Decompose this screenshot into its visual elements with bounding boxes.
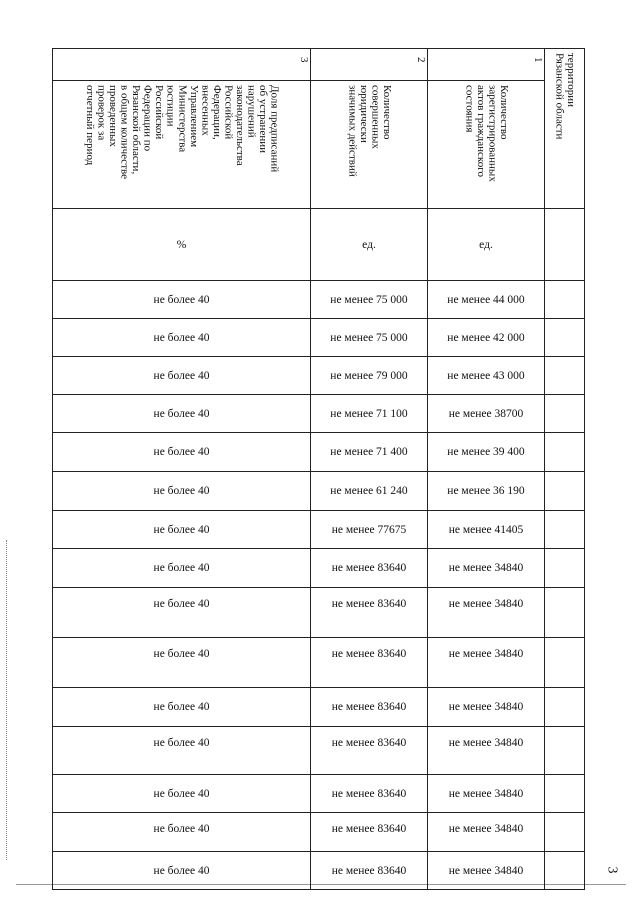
share-cell: не более 40 bbox=[53, 395, 311, 433]
legal-actions-cell: не менее 83640 bbox=[311, 549, 428, 588]
col1-header-text: Количество зарегистрированных актов гражданского состояния bbox=[463, 85, 511, 182]
territory-cell bbox=[545, 549, 585, 588]
table-row bbox=[53, 395, 585, 433]
page-number: 3 bbox=[604, 866, 620, 874]
col2-header-text: Количество совершенных юридически значимых действий bbox=[346, 85, 394, 177]
table-row bbox=[53, 638, 585, 688]
units-row bbox=[53, 209, 585, 281]
civil-acts-cell: не менее 34840 bbox=[428, 852, 545, 890]
territory-cell bbox=[545, 357, 585, 395]
civil-acts-cell: не менее 34840 bbox=[428, 638, 545, 688]
share-cell: не более 40 bbox=[53, 549, 311, 588]
territory-cell bbox=[545, 588, 585, 638]
table-row bbox=[53, 472, 585, 511]
civil-acts-cell: не менее 34840 bbox=[428, 727, 545, 775]
share-cell: не более 40 bbox=[53, 319, 311, 357]
civil-acts-cell: не менее 34840 bbox=[428, 813, 545, 852]
unit-percent: % bbox=[53, 209, 311, 281]
territory-cell bbox=[545, 511, 585, 549]
civil-acts-cell: не менее 41405 bbox=[428, 511, 545, 549]
civil-acts-cell: не менее 34840 bbox=[428, 775, 545, 813]
col0-header-cell bbox=[545, 49, 585, 209]
territory-cell bbox=[545, 472, 585, 511]
legal-actions-cell: не менее 61 240 bbox=[311, 472, 428, 511]
share-cell: не более 40 bbox=[53, 813, 311, 852]
share-cell: не более 40 bbox=[53, 688, 311, 727]
col3-number: 3 bbox=[298, 57, 310, 63]
share-cell: не более 40 bbox=[53, 511, 311, 549]
civil-acts-cell: не менее 44 000 bbox=[428, 281, 545, 319]
col2-number: 2 bbox=[415, 57, 427, 63]
legal-actions-cell: не менее 83640 bbox=[311, 813, 428, 852]
table-row bbox=[53, 688, 585, 727]
share-cell: не более 40 bbox=[53, 588, 311, 638]
legal-actions-cell: не менее 83640 bbox=[311, 588, 428, 638]
civil-acts-cell: не менее 34840 bbox=[428, 688, 545, 727]
civil-acts-cell: не менее 34840 bbox=[428, 549, 545, 588]
legal-actions-cell: не менее 71 100 bbox=[311, 395, 428, 433]
legal-actions-cell: не менее 83640 bbox=[311, 688, 428, 727]
column-number-row bbox=[53, 49, 585, 81]
civil-acts-cell: не менее 36 190 bbox=[428, 472, 545, 511]
table-row bbox=[53, 433, 585, 472]
civil-acts-cell: не менее 34840 bbox=[428, 588, 545, 638]
indicators-table bbox=[52, 48, 585, 890]
legal-actions-cell: не менее 79 000 bbox=[311, 357, 428, 395]
civil-acts-cell: не менее 38700 bbox=[428, 395, 545, 433]
table-row bbox=[53, 549, 585, 588]
unit-empty bbox=[545, 209, 585, 281]
table-row bbox=[53, 319, 585, 357]
civil-acts-cell: не менее 39 400 bbox=[428, 433, 545, 472]
col2-header-cell bbox=[311, 81, 428, 209]
territory-cell bbox=[545, 319, 585, 357]
share-cell: не более 40 bbox=[53, 638, 311, 688]
territory-cell bbox=[545, 813, 585, 852]
share-cell: не более 40 bbox=[53, 775, 311, 813]
territory-cell bbox=[545, 395, 585, 433]
territory-cell bbox=[545, 727, 585, 775]
col3-header-text: Доля предписаний об устранении нарушений законодательства Российской Федерации, внесенных Управлением Министерства юстиции Российской Федерации по Рязанской области, в общем количестве проведенных проверок за отчетный период bbox=[83, 85, 281, 180]
col3-number-cell bbox=[53, 49, 311, 81]
territory-cell bbox=[545, 688, 585, 727]
col3-header-cell bbox=[53, 81, 311, 209]
table-row bbox=[53, 588, 585, 638]
table-row bbox=[53, 281, 585, 319]
unit-count-1: ед. bbox=[428, 209, 545, 281]
col1-number-cell bbox=[428, 49, 545, 81]
legal-actions-cell: не менее 71 400 bbox=[311, 433, 428, 472]
territory-cell bbox=[545, 433, 585, 472]
unit-count-2: ед. bbox=[311, 209, 428, 281]
col2-number-cell bbox=[311, 49, 428, 81]
share-cell: не более 40 bbox=[53, 852, 311, 890]
header-row bbox=[53, 81, 585, 209]
col1-number: 1 bbox=[532, 57, 544, 63]
territory-cell bbox=[545, 638, 585, 688]
col0-header-text: территории Рязанской области bbox=[553, 53, 578, 140]
table-row bbox=[53, 727, 585, 775]
legal-actions-cell: не менее 83640 bbox=[311, 775, 428, 813]
scan-margin-dots bbox=[6, 540, 8, 860]
legal-actions-cell: не менее 75 000 bbox=[311, 319, 428, 357]
table-row bbox=[53, 357, 585, 395]
legal-actions-cell: не менее 83640 bbox=[311, 638, 428, 688]
legal-actions-cell: не менее 83640 bbox=[311, 727, 428, 775]
legal-actions-cell: не менее 77675 bbox=[311, 511, 428, 549]
territory-cell bbox=[545, 852, 585, 890]
table-row bbox=[53, 813, 585, 852]
share-cell: не более 40 bbox=[53, 281, 311, 319]
territory-cell bbox=[545, 281, 585, 319]
civil-acts-cell: не менее 42 000 bbox=[428, 319, 545, 357]
share-cell: не более 40 bbox=[53, 727, 311, 775]
legal-actions-cell: не менее 75 000 bbox=[311, 281, 428, 319]
legal-actions-cell: не менее 83640 bbox=[311, 852, 428, 890]
table-row bbox=[53, 852, 585, 890]
share-cell: не более 40 bbox=[53, 433, 311, 472]
col1-header-cell bbox=[428, 81, 545, 209]
territory-cell bbox=[545, 775, 585, 813]
table-row bbox=[53, 511, 585, 549]
civil-acts-cell: не менее 43 000 bbox=[428, 357, 545, 395]
table-row bbox=[53, 775, 585, 813]
share-cell: не более 40 bbox=[53, 472, 311, 511]
share-cell: не более 40 bbox=[53, 357, 311, 395]
